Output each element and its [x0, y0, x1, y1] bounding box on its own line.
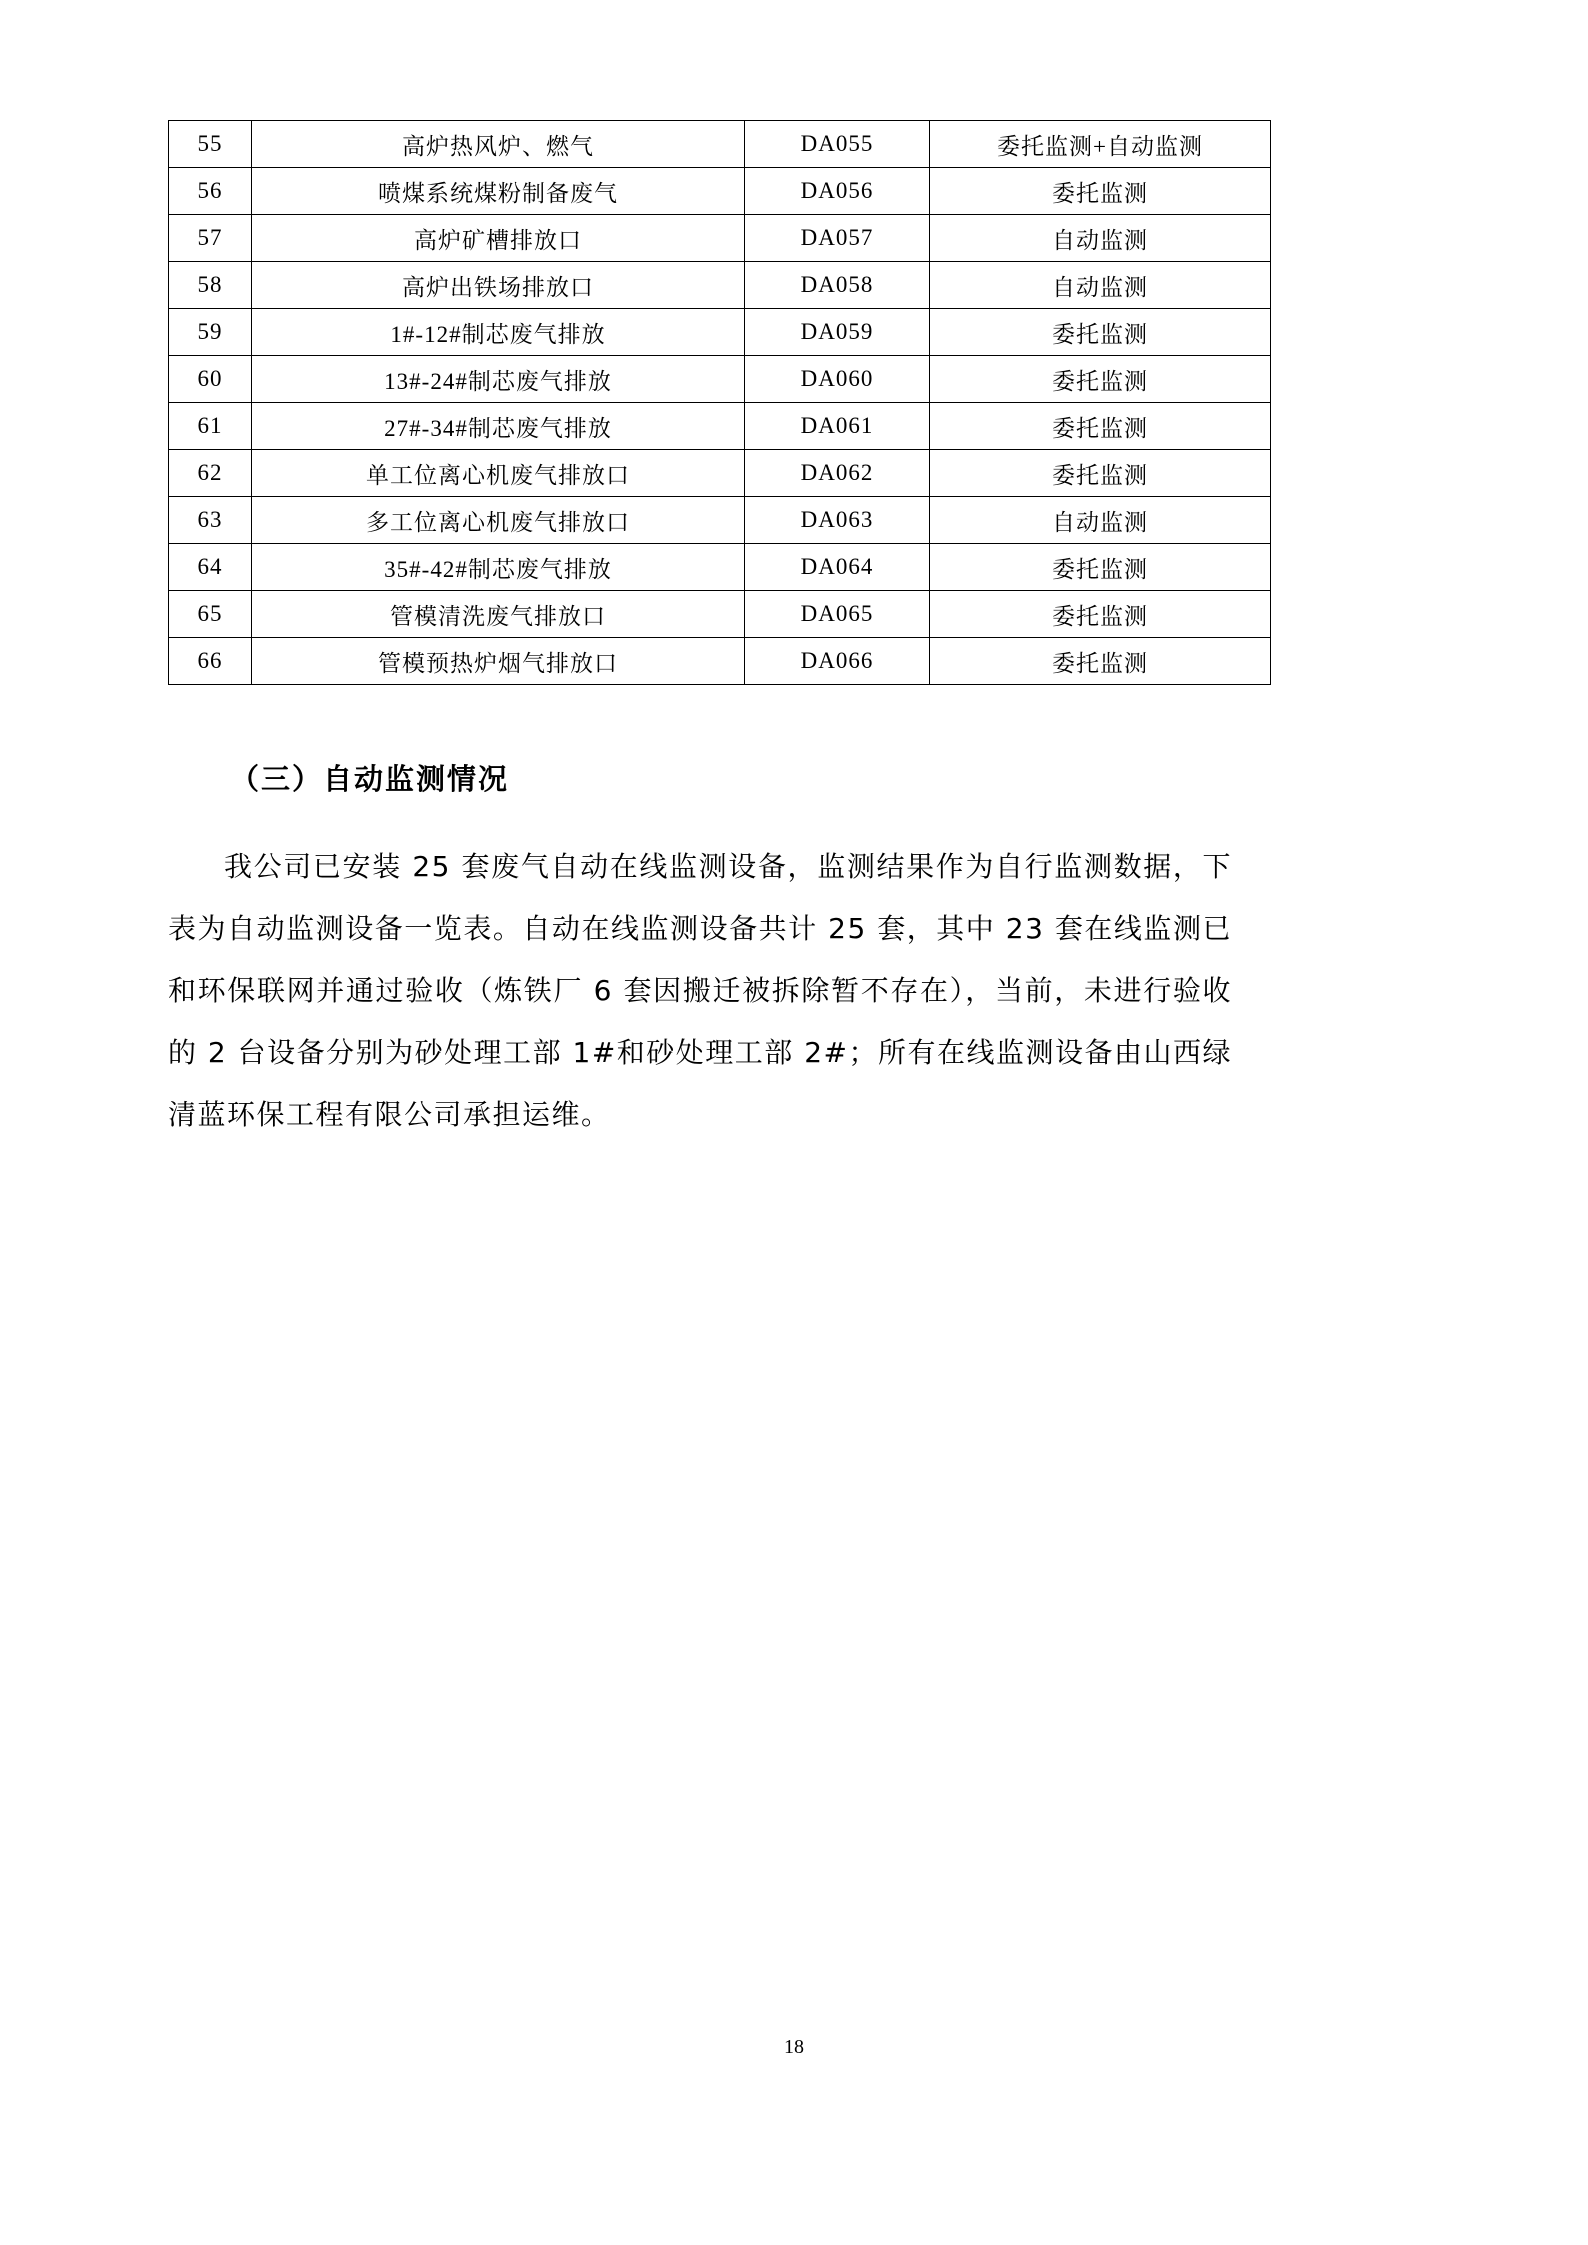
cell-no: 64: [169, 544, 252, 591]
cell-code: DA056: [745, 168, 930, 215]
section-heading: （三）自动监测情况: [230, 762, 510, 796]
cell-name: 1#-12#制芯废气排放: [252, 309, 745, 356]
cell-name: 27#-34#制芯废气排放: [252, 403, 745, 450]
cell-code: DA062: [745, 450, 930, 497]
emission-outlet-table: [168, 120, 1271, 685]
table-row: [169, 591, 1271, 638]
cell-type: 委托监测: [930, 544, 1271, 591]
cell-name: 管模预热炉烟气排放口: [252, 638, 745, 685]
table-row: [169, 262, 1271, 309]
cell-code: DA058: [745, 262, 930, 309]
cell-code: DA055: [745, 121, 930, 168]
cell-type: 自动监测: [930, 497, 1271, 544]
page-number: 18: [784, 2036, 804, 2058]
cell-type: 委托监测: [930, 450, 1271, 497]
cell-no: 57: [169, 215, 252, 262]
cell-code: DA065: [745, 591, 930, 638]
cell-name: 管模清洗废气排放口: [252, 591, 745, 638]
table-row: [169, 450, 1271, 497]
cell-code: DA066: [745, 638, 930, 685]
section-paragraph: 我公司已安装 25 套废气自动在线监测设备，监测结果作为自行监测数据，下表为自动监测设备一览表。自动在线监测设备共计 25 套，其中 23 套在线监测已和环保联网并通过验收（炼铁厂 6 套因搬迁被拆除暂不存在），当前，未进行验收的 2 台设备分别为砂处理工部 1#和砂处理工部 2#；所有在线监测设备由山西绿清蓝环保工程有限公司承担运维。: [168, 850, 1232, 1131]
table-row: [169, 544, 1271, 591]
cell-type: 委托监测: [930, 168, 1271, 215]
cell-code: DA057: [745, 215, 930, 262]
cell-no: 65: [169, 591, 252, 638]
cell-code: DA059: [745, 309, 930, 356]
cell-type: 委托监测: [930, 356, 1271, 403]
cell-no: 59: [169, 309, 252, 356]
table-row: [169, 215, 1271, 262]
cell-name: 多工位离心机废气排放口: [252, 497, 745, 544]
cell-type: 自动监测: [930, 262, 1271, 309]
cell-code: DA063: [745, 497, 930, 544]
table-body: [169, 121, 1271, 685]
table-row: [169, 356, 1271, 403]
cell-type: 委托监测: [930, 638, 1271, 685]
cell-no: 63: [169, 497, 252, 544]
cell-name: 高炉出铁场排放口: [252, 262, 745, 309]
cell-no: 56: [169, 168, 252, 215]
cell-name: 高炉热风炉、燃气: [252, 121, 745, 168]
table-row: [169, 497, 1271, 544]
cell-no: 60: [169, 356, 252, 403]
table-row: [169, 638, 1271, 685]
cell-type: 委托监测: [930, 591, 1271, 638]
cell-name: 35#-42#制芯废气排放: [252, 544, 745, 591]
cell-name: 高炉矿槽排放口: [252, 215, 745, 262]
cell-name: 13#-24#制芯废气排放: [252, 356, 745, 403]
cell-type: 委托监测+自动监测: [930, 121, 1271, 168]
cell-code: DA064: [745, 544, 930, 591]
cell-no: 55: [169, 121, 252, 168]
cell-type: 委托监测: [930, 403, 1271, 450]
cell-no: 58: [169, 262, 252, 309]
cell-type: 自动监测: [930, 215, 1271, 262]
page-content: [168, 120, 1250, 1146]
table-row: [169, 121, 1271, 168]
cell-no: 66: [169, 638, 252, 685]
cell-type: 委托监测: [930, 309, 1271, 356]
table-row: [169, 309, 1271, 356]
cell-name: 单工位离心机废气排放口: [252, 450, 745, 497]
cell-code: DA060: [745, 356, 930, 403]
cell-no: 61: [169, 403, 252, 450]
table-row: [169, 403, 1271, 450]
cell-code: DA061: [745, 403, 930, 450]
cell-no: 62: [169, 450, 252, 497]
table-row: [169, 168, 1271, 215]
cell-name: 喷煤系统煤粉制备废气: [252, 168, 745, 215]
